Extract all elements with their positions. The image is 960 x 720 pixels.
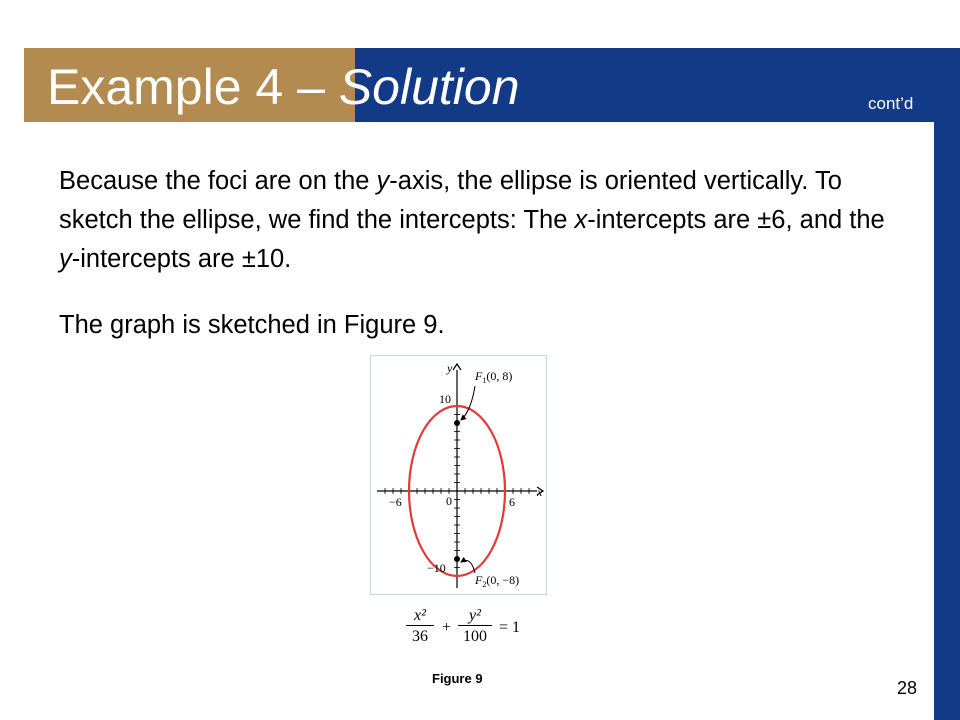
ellipse-figure [370,355,547,595]
p1-text-3: -intercepts are ±6, and the [587,206,885,234]
equation-plus: + [442,619,452,636]
body-paragraph-1 [59,162,909,279]
ellipse-graph [371,356,548,596]
continued-label: cont’d [868,94,914,113]
slide-title [47,58,520,116]
y-axis-arrow-icon [453,364,461,370]
ellipse-equation [406,606,536,652]
term-1-denominator: 36 [412,628,428,645]
page-number: 28 [897,678,918,698]
f1-pointer-arrow [461,386,475,420]
p1-var-y: y [376,167,390,195]
slide-title-emphasis: Solution [338,59,520,115]
equation-term-1 [406,606,434,647]
equation-term-2 [458,606,492,647]
tick-label-neg6: −6 [389,495,402,509]
p1-text-4: -intercepts are ±10. [71,245,292,273]
equation-rhs: = 1 [499,619,521,636]
focus-f1-label: $F_1(0$, 8) [475,369,513,385]
term-2-denominator: 100 [463,628,487,645]
side-bar-blue [934,122,960,720]
term-2-numerator: y² [458,606,492,626]
tick-label-pos6: 6 [509,495,515,509]
focus-f2-point [454,556,460,562]
slide-title-main: Example 4 – [47,59,339,115]
p1-text-1: Because the foci are on the [59,167,377,195]
p1-var-y-2: y [59,245,72,273]
y-axis-label: y [447,361,453,375]
focus-f2-label: $F_2(0$, −8) [475,573,520,589]
p1-text-2: -axis, the ellipse is oriented vertically. To sketch the ellipse, we find the intercepts: The [59,167,842,234]
tick-label-pos10: 10 [439,392,451,406]
focus-f1-point [454,420,460,426]
body-paragraph-2: The graph is sketched in Figure 9. [59,311,445,339]
figure-caption: Figure 9 [432,671,483,686]
term-1-numerator: x² [406,606,434,626]
tick-label-neg10: −10 [427,561,446,575]
tick-label-origin: 0 [446,494,452,508]
x-axis-label: x [537,485,543,499]
p1-var-x: x [574,206,588,234]
